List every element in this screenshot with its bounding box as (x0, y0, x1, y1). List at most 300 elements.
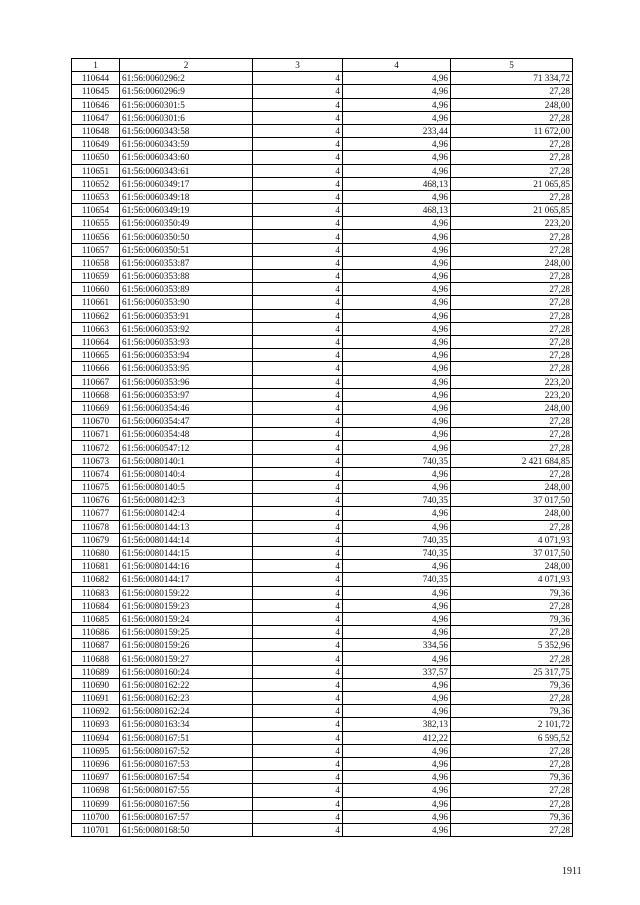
table-cell: 61:56:0060350:49 (120, 217, 253, 230)
table-cell: 61:56:0060301:6 (120, 111, 253, 124)
table-cell: 61:56:0080168:50 (120, 823, 253, 836)
table-cell: 27,28 (451, 362, 573, 375)
table-cell: 27,28 (451, 85, 573, 98)
table-row (72, 639, 573, 652)
table-cell: 79,36 (451, 810, 573, 823)
table-cell: 27,28 (451, 111, 573, 124)
table-cell: 79,36 (451, 612, 573, 625)
table-cell: 4 (253, 573, 343, 586)
table-cell: 61:56:0060353:96 (120, 375, 253, 388)
table-cell: 61:56:0060349:17 (120, 177, 253, 190)
table-cell: 337,57 (343, 665, 451, 678)
table-cell: 110654 (72, 204, 120, 217)
table-cell: 4 (253, 678, 343, 691)
table-cell: 61:56:0060350:51 (120, 243, 253, 256)
table-row (72, 507, 573, 520)
table-cell: 27,28 (451, 230, 573, 243)
table-cell: 4 (253, 204, 343, 217)
table-cell: 110697 (72, 771, 120, 784)
table-cell: 110695 (72, 744, 120, 757)
table-cell: 2 421 684,85 (451, 454, 573, 467)
table-row (72, 309, 573, 322)
table-row (72, 810, 573, 823)
table-cell: 71 334,72 (451, 72, 573, 85)
column-header: 2 (120, 59, 253, 72)
table-cell: 4,96 (343, 823, 451, 836)
table-cell: 4,96 (343, 388, 451, 401)
table-cell: 27,28 (451, 441, 573, 454)
table-body (72, 72, 573, 837)
table-cell: 248,00 (451, 507, 573, 520)
table-cell: 4,96 (343, 362, 451, 375)
table-cell: 110655 (72, 217, 120, 230)
table-cell: 27,28 (451, 652, 573, 665)
table-cell: 61:56:0060350:50 (120, 230, 253, 243)
table-cell: 4 (253, 560, 343, 573)
table-row (72, 586, 573, 599)
table-row (72, 151, 573, 164)
table-cell: 4 (253, 124, 343, 137)
table-cell: 4,96 (343, 784, 451, 797)
table-row (72, 204, 573, 217)
table-cell: 4,96 (343, 217, 451, 230)
table-cell: 740,35 (343, 573, 451, 586)
table-cell: 382,13 (343, 718, 451, 731)
table-cell: 468,13 (343, 177, 451, 190)
table-cell: 4,96 (343, 467, 451, 480)
table-cell: 4 (253, 138, 343, 151)
table-cell: 4 (253, 151, 343, 164)
table-cell: 110696 (72, 757, 120, 770)
table-cell: 25 317,75 (451, 665, 573, 678)
table-row (72, 401, 573, 414)
table-cell: 110652 (72, 177, 120, 190)
table-cell: 412,22 (343, 731, 451, 744)
table-cell: 27,28 (451, 349, 573, 362)
table-cell: 4 (253, 692, 343, 705)
table-cell: 110677 (72, 507, 120, 520)
table-cell: 37 017,50 (451, 546, 573, 559)
table-cell: 4 (253, 771, 343, 784)
table-row (72, 441, 573, 454)
table-cell: 4 (253, 507, 343, 520)
table-row (72, 349, 573, 362)
table-cell: 27,28 (451, 335, 573, 348)
table-cell: 4,96 (343, 507, 451, 520)
table-cell: 61:56:0060353:88 (120, 270, 253, 283)
table-row (72, 190, 573, 203)
table-row (72, 415, 573, 428)
table-cell: 61:56:0060353:87 (120, 256, 253, 269)
table-cell: 4,96 (343, 375, 451, 388)
table-cell: 61:56:0080167:52 (120, 744, 253, 757)
table-row (72, 375, 573, 388)
table-row (72, 771, 573, 784)
table-cell: 740,35 (343, 546, 451, 559)
table-cell: 4 (253, 256, 343, 269)
table-cell: 4 (253, 362, 343, 375)
table-cell: 110664 (72, 335, 120, 348)
table-cell: 4,96 (343, 72, 451, 85)
page-number: 1911 (562, 866, 582, 877)
table-row (72, 692, 573, 705)
table-cell: 4 (253, 283, 343, 296)
table-row (72, 164, 573, 177)
table-cell: 27,28 (451, 428, 573, 441)
table-cell: 27,28 (451, 283, 573, 296)
table-cell: 4,96 (343, 652, 451, 665)
table-cell: 4 (253, 494, 343, 507)
table-cell: 4 (253, 626, 343, 639)
table-cell: 4 (253, 217, 343, 230)
table-cell: 4 (253, 454, 343, 467)
table-cell: 61:56:0080159:25 (120, 626, 253, 639)
table-cell: 4 (253, 349, 343, 362)
table-cell: 248,00 (451, 401, 573, 414)
table-cell: 61:56:0080167:57 (120, 810, 253, 823)
table-cell: 61:56:0080167:53 (120, 757, 253, 770)
table-cell: 110699 (72, 797, 120, 810)
table-cell: 4 (253, 665, 343, 678)
table-cell: 61:56:0080159:23 (120, 599, 253, 612)
table-cell: 4,96 (343, 415, 451, 428)
table-cell: 4,96 (343, 810, 451, 823)
table-row (72, 270, 573, 283)
table-cell: 4,96 (343, 349, 451, 362)
table-cell: 223,20 (451, 217, 573, 230)
table-cell: 61:56:0080167:51 (120, 731, 253, 744)
table-cell: 61:56:0080162:22 (120, 678, 253, 691)
table-cell: 27,28 (451, 151, 573, 164)
table-cell: 4,96 (343, 243, 451, 256)
table-row (72, 85, 573, 98)
table-cell: 110648 (72, 124, 120, 137)
table-cell: 4 (253, 810, 343, 823)
table-cell: 4 (253, 164, 343, 177)
table-cell: 4,96 (343, 520, 451, 533)
table-cell: 110680 (72, 546, 120, 559)
column-header: 1 (72, 59, 120, 72)
table-cell: 4 071,93 (451, 573, 573, 586)
table-cell: 110661 (72, 296, 120, 309)
table-cell: 61:56:0060353:90 (120, 296, 253, 309)
table-cell: 61:56:0060343:61 (120, 164, 253, 177)
table-cell: 4,96 (343, 560, 451, 573)
table-cell: 4,96 (343, 151, 451, 164)
table-cell: 248,00 (451, 256, 573, 269)
table-cell: 110693 (72, 718, 120, 731)
table-cell: 4 (253, 784, 343, 797)
table-cell: 4,96 (343, 757, 451, 770)
table-cell: 110689 (72, 665, 120, 678)
table-cell: 110687 (72, 639, 120, 652)
table-cell: 27,28 (451, 626, 573, 639)
table-cell: 4 (253, 322, 343, 335)
table-cell: 110692 (72, 705, 120, 718)
table-row (72, 467, 573, 480)
table-cell: 4 (253, 270, 343, 283)
table-cell: 4 (253, 401, 343, 414)
table-cell: 27,28 (451, 757, 573, 770)
table-row (72, 243, 573, 256)
table-cell: 61:56:0060353:94 (120, 349, 253, 362)
table-cell: 11 672,00 (451, 124, 573, 137)
table-cell: 110676 (72, 494, 120, 507)
table-cell: 4,96 (343, 401, 451, 414)
table-cell: 110647 (72, 111, 120, 124)
table-cell: 27,28 (451, 784, 573, 797)
table-cell: 4 (253, 520, 343, 533)
data-table (71, 58, 573, 837)
table-cell: 110688 (72, 652, 120, 665)
table-cell: 61:56:0060301:5 (120, 98, 253, 111)
table-cell: 4,96 (343, 322, 451, 335)
table-cell: 27,28 (451, 322, 573, 335)
table-cell: 4 (253, 428, 343, 441)
table-cell: 110653 (72, 190, 120, 203)
table-row (72, 124, 573, 137)
table-cell: 79,36 (451, 771, 573, 784)
table-cell: 61:56:0060354:48 (120, 428, 253, 441)
table-row (72, 731, 573, 744)
table-row (72, 757, 573, 770)
table-cell: 4,96 (343, 230, 451, 243)
table-cell: 4,96 (343, 138, 451, 151)
table-cell: 4,96 (343, 85, 451, 98)
table-cell: 27,28 (451, 415, 573, 428)
table-cell: 27,28 (451, 164, 573, 177)
table-row (72, 797, 573, 810)
table-cell: 110700 (72, 810, 120, 823)
table-cell: 4,96 (343, 744, 451, 757)
table-cell: 4 (253, 335, 343, 348)
table-cell: 4 (253, 797, 343, 810)
table-cell: 61:56:0060354:46 (120, 401, 253, 414)
table-cell: 4,96 (343, 481, 451, 494)
table-cell: 110679 (72, 533, 120, 546)
table-cell: 110656 (72, 230, 120, 243)
table-cell: 6 595,52 (451, 731, 573, 744)
table-row (72, 256, 573, 269)
table-cell: 4 (253, 612, 343, 625)
table-cell: 4,96 (343, 797, 451, 810)
table-cell: 4,96 (343, 612, 451, 625)
table-cell: 110645 (72, 85, 120, 98)
table-cell: 27,28 (451, 296, 573, 309)
table-cell: 4,96 (343, 599, 451, 612)
table-cell: 4 (253, 731, 343, 744)
table-cell: 27,28 (451, 599, 573, 612)
table-cell: 248,00 (451, 560, 573, 573)
table-row (72, 678, 573, 691)
table-cell: 37 017,50 (451, 494, 573, 507)
table-cell: 27,28 (451, 520, 573, 533)
table-cell: 4 (253, 481, 343, 494)
table-cell: 4,96 (343, 441, 451, 454)
table-cell: 27,28 (451, 270, 573, 283)
table-cell: 4,96 (343, 428, 451, 441)
table-row (72, 652, 573, 665)
table-row (72, 98, 573, 111)
table-cell: 740,35 (343, 454, 451, 467)
table-cell: 110670 (72, 415, 120, 428)
table-cell: 4,96 (343, 678, 451, 691)
table-cell: 248,00 (451, 98, 573, 111)
table-cell: 61:56:0080142:4 (120, 507, 253, 520)
table-cell: 110666 (72, 362, 120, 375)
table-row (72, 481, 573, 494)
table-cell: 61:56:0060296:2 (120, 72, 253, 85)
table-cell: 110684 (72, 599, 120, 612)
table-cell: 4 (253, 546, 343, 559)
table-row (72, 335, 573, 348)
table-row (72, 177, 573, 190)
table-cell: 2 101,72 (451, 718, 573, 731)
table-cell: 110685 (72, 612, 120, 625)
table-cell: 4 (253, 533, 343, 546)
table-cell: 61:56:0080144:13 (120, 520, 253, 533)
table-cell: 61:56:0080140:1 (120, 454, 253, 467)
table-cell: 4 (253, 98, 343, 111)
table-cell: 79,36 (451, 586, 573, 599)
table-row (72, 230, 573, 243)
table-cell: 4 (253, 72, 343, 85)
table-cell: 4,96 (343, 626, 451, 639)
table-cell: 4 (253, 85, 343, 98)
table-cell: 4 (253, 823, 343, 836)
table-cell: 110674 (72, 467, 120, 480)
table-cell: 61:56:0080144:16 (120, 560, 253, 573)
table-cell: 61:56:0080140:5 (120, 481, 253, 494)
table-cell: 61:56:0080162:23 (120, 692, 253, 705)
table-cell: 4 (253, 744, 343, 757)
table-cell: 4,96 (343, 692, 451, 705)
table-cell: 61:56:0080144:14 (120, 533, 253, 546)
table-cell: 4 (253, 718, 343, 731)
table-cell: 110686 (72, 626, 120, 639)
table-cell: 61:56:0060354:47 (120, 415, 253, 428)
table-row (72, 283, 573, 296)
table-cell: 740,35 (343, 494, 451, 507)
table-cell: 4 (253, 757, 343, 770)
table-cell: 110659 (72, 270, 120, 283)
table-cell: 110651 (72, 164, 120, 177)
table-cell: 4,96 (343, 190, 451, 203)
table-row (72, 705, 573, 718)
table-cell: 61:56:0060353:89 (120, 283, 253, 296)
table-row (72, 533, 573, 546)
table-cell: 27,28 (451, 309, 573, 322)
table-cell: 110669 (72, 401, 120, 414)
table-cell: 61:56:0060353:97 (120, 388, 253, 401)
table-cell: 468,13 (343, 204, 451, 217)
table-row (72, 665, 573, 678)
table-cell: 4,96 (343, 309, 451, 322)
table-cell: 4,96 (343, 98, 451, 111)
table-cell: 4,96 (343, 335, 451, 348)
table-cell: 61:56:0080140:4 (120, 467, 253, 480)
table-cell: 61:56:0060349:18 (120, 190, 253, 203)
table-cell: 27,28 (451, 797, 573, 810)
table-cell: 4 (253, 415, 343, 428)
table-cell: 4,96 (343, 270, 451, 283)
table-cell: 110662 (72, 309, 120, 322)
table-cell: 110646 (72, 98, 120, 111)
table-row (72, 72, 573, 85)
table-cell: 110667 (72, 375, 120, 388)
table-cell: 4 (253, 309, 343, 322)
table-cell: 4 (253, 230, 343, 243)
table-cell: 4 (253, 586, 343, 599)
table-cell: 4,96 (343, 283, 451, 296)
table-row (72, 428, 573, 441)
table-cell: 110683 (72, 586, 120, 599)
table-cell: 61:56:0080163:34 (120, 718, 253, 731)
table-cell: 4 (253, 177, 343, 190)
table-row (72, 546, 573, 559)
table-cell: 61:56:0060343:58 (120, 124, 253, 137)
table-cell: 61:56:0060353:91 (120, 309, 253, 322)
table-row (72, 784, 573, 797)
column-header: 5 (451, 59, 573, 72)
table-cell: 4 (253, 705, 343, 718)
table-cell: 334,56 (343, 639, 451, 652)
table-row (72, 744, 573, 757)
table-cell: 61:56:0080142:3 (120, 494, 253, 507)
table-cell: 27,28 (451, 243, 573, 256)
table-cell: 4 (253, 639, 343, 652)
table-cell: 61:56:0080144:17 (120, 573, 253, 586)
table-cell: 27,28 (451, 138, 573, 151)
table-cell: 27,28 (451, 823, 573, 836)
table-cell: 61:56:0080167:54 (120, 771, 253, 784)
table-cell: 110690 (72, 678, 120, 691)
table-cell: 79,36 (451, 705, 573, 718)
table-header-row (72, 59, 573, 72)
table-cell: 110672 (72, 441, 120, 454)
table-cell: 233,44 (343, 124, 451, 137)
table-cell: 27,28 (451, 692, 573, 705)
table-row (72, 454, 573, 467)
table-cell: 27,28 (451, 467, 573, 480)
table-cell: 110663 (72, 322, 120, 335)
table-cell: 110673 (72, 454, 120, 467)
table-cell: 61:56:0060349:19 (120, 204, 253, 217)
table-row (72, 626, 573, 639)
table-cell: 110657 (72, 243, 120, 256)
table-row (72, 718, 573, 731)
table-row (72, 322, 573, 335)
table-cell: 110650 (72, 151, 120, 164)
table-cell: 61:56:0080167:56 (120, 797, 253, 810)
table-cell: 4,96 (343, 164, 451, 177)
table-cell: 61:56:0080167:55 (120, 784, 253, 797)
table-cell: 4,96 (343, 586, 451, 599)
table-cell: 61:56:0060296:9 (120, 85, 253, 98)
table-cell: 61:56:0080159:24 (120, 612, 253, 625)
table-row (72, 296, 573, 309)
table-cell: 110701 (72, 823, 120, 836)
table-cell: 110681 (72, 560, 120, 573)
table-row (72, 217, 573, 230)
table-cell: 4 (253, 375, 343, 388)
table-row (72, 388, 573, 401)
table-row (72, 494, 573, 507)
table-cell: 61:56:0080144:15 (120, 546, 253, 559)
table-cell: 4,96 (343, 256, 451, 269)
column-header: 4 (343, 59, 451, 72)
table-cell: 61:56:0060547:12 (120, 441, 253, 454)
